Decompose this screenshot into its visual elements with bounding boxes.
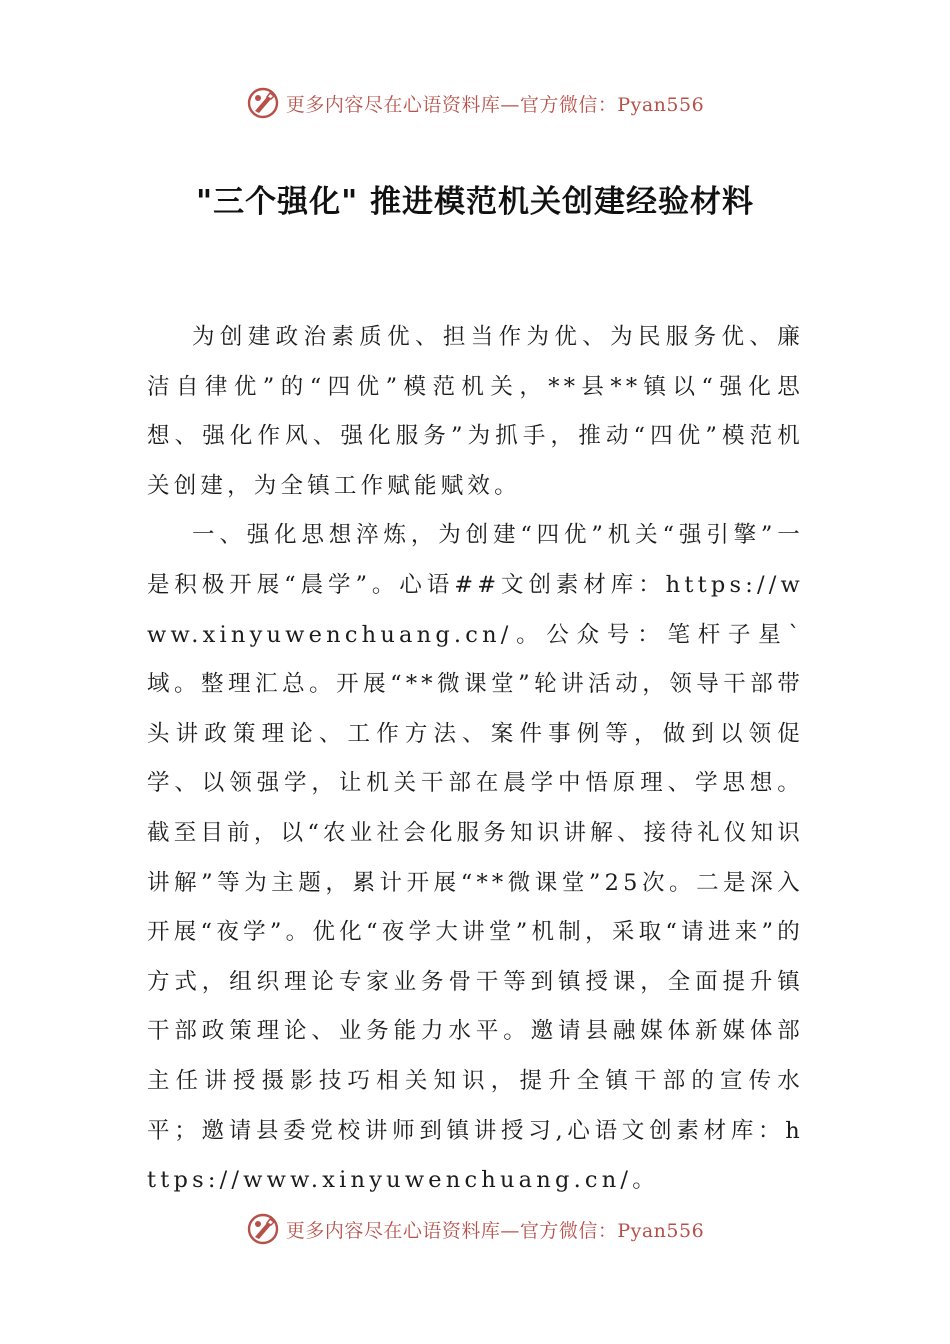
pen-nib-logo-icon <box>246 86 280 120</box>
watermark-header <box>0 86 950 120</box>
watermark-text: 更多内容尽在心语资料库—官方微信：Pyan556 <box>285 1219 705 1242</box>
watermark-text: 更多内容尽在心语资料库—官方微信：Pyan556 <box>285 93 705 116</box>
document-title: "三个强化" 推进模范机关创建经验材料 <box>195 184 755 220</box>
watermark-footer <box>0 1212 950 1246</box>
paragraph-section-one: 一、强化思想淬炼，为创建“四优”机关“强引擎”一是积极开展“晨学”。心语##文创素材库：https://www.xinyuwenchuang.cn/。公众号：笔杆子星`域。整理汇总。开展“**微课堂”轮讲活动，领导干部带头讲政策理论、工作方法、案件事例等，做到以领促学、以领强学，让机关干部在晨学中悟原理、学思想。截至目前，以“农业社会化服务知识讲解、接待礼仪知识讲解”等为主题，累计开展“**微课堂”25次。二是深入开展“夜学”。优化“夜学大讲堂”机制，采取“请进来”的方式，组织理论专家业务骨干等到镇授课，全面提升镇干部政策理论、业务能力水平。邀请县融媒体新媒体部主任讲授摄影技巧相关知识，提升全镇干部的宣传水平；邀请县委党校讲师到镇讲授习,心语文创素材库：https://www.xinyuwenchuang.cn/。 <box>147 522 804 1194</box>
paragraph-intro: 为创建政治素质优、担当作为优、为民服务优、廉洁自律优”的“四优”模范机关，**县**镇以“强化思想、强化作风、强化服务”为抓手，推动“四优”模范机关创建，为全镇工作赋能赋效。 <box>147 324 804 499</box>
pen-nib-logo-icon <box>246 1212 280 1246</box>
document-body <box>147 313 804 1206</box>
